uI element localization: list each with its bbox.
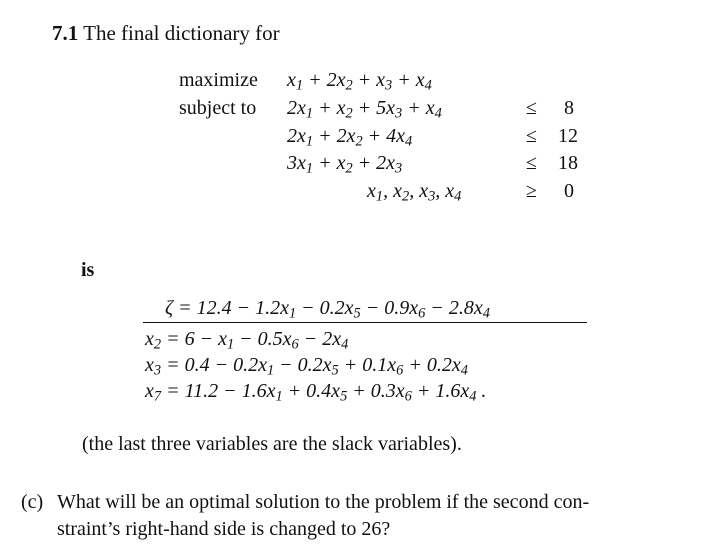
constraint-2-relation: ≤ [526,125,537,147]
slack-variables-note: (the last three variables are the slack variables). [82,433,462,455]
constraint-3-lhs: $3x_1 + x_2 + 2x_3$ [287,152,403,177]
question-label: (c) [21,491,44,513]
dictionary-objective-row: $\zeta = 12.4 - 1.2x_1 - 0.2x_5 - 0.9x_6 - 2.8x_4$ [165,297,490,322]
objective-text: $x_1 + 2x_2 + x_3 + x_4$ [287,69,432,94]
constraint-3-rhs: 18 [558,152,578,174]
dictionary-row-x3: $x_3 = 0.4 - 0.2x_1 - 0.2x_5 + 0.1x_6 + 0.2x_4$ [145,354,468,379]
constraint-1-rhs: 8 [564,97,574,119]
question-line-2: straint’s right-hand side is changed to 26? [57,518,391,540]
dictionary-row-x7: $x_7 = 11.2 - 1.6x_1 + 0.4x_5 + 0.3x_6 + 1.6x_4$ . [145,380,487,405]
subject-to-label: subject to [179,97,257,119]
constraint-1-lhs: $2x_1 + x_2 + 5x_3 + x_4$ [287,97,442,122]
problem-number: 7.1 [52,21,79,45]
problem-intro: The final dictionary for [83,21,280,45]
problem-heading [52,23,280,44]
constraint-1-relation: ≤ [526,97,537,119]
maximize-label: maximize [179,69,258,91]
question-line-1: What will be an optimal solution to the problem if the second con- [57,491,590,513]
dictionary-row-x2: $x_2 = 6 - x_1 - 0.5x_6 - 2x_4$ [145,328,349,353]
nonnegativity-rhs: 0 [564,180,574,202]
dictionary-separator-rule [143,322,587,323]
constraint-2-rhs: 12 [558,125,578,147]
nonnegativity-relation: ≥ [526,180,537,202]
is-label: is [81,259,95,281]
constraint-3-relation: ≤ [526,152,537,174]
constraint-2-lhs: $2x_1 + 2x_2 + 4x_4$ [287,125,413,150]
objective-expression [287,69,432,94]
nonnegativity-vars: $x_1$, $x_2$, $x_3$, $x_4$ [367,180,462,205]
